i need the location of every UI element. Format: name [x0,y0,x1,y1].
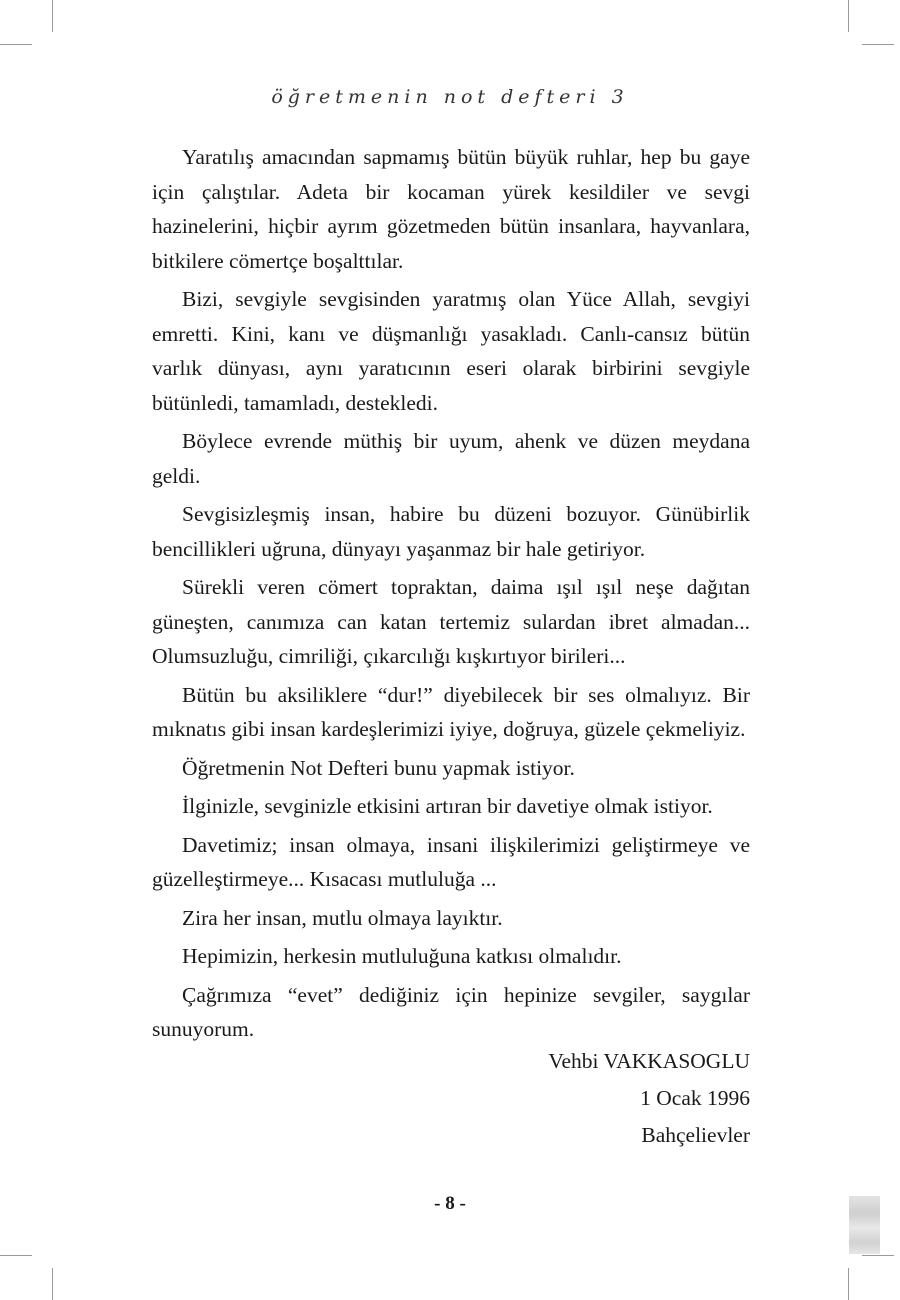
paragraph: Bütün bu aksiliklere “dur!” diyebilecek bir ses olmalıyız. Bir mıknatıs gibi insan kardeşlerimizi iyiye, doğruya, güzele çekmeliyiz. [152,682,750,741]
crop-mark [0,44,32,45]
author-name: Vehbi VAKKASOGLU [548,1049,750,1073]
crop-mark [862,44,894,45]
paragraph: Sevgisizleşmiş insan, habire bu düzeni bozuyor. Günübirlik bencillikleri uğruna, dünyayı yaşanmaz bir hale getiriyor. [152,502,750,561]
crop-mark [0,1255,32,1256]
signature-place: Bahçelievler [641,1123,750,1147]
paragraph: Zira her insan, mutlu olmaya layıktır. [182,905,503,930]
page-number: - 8 - [434,1193,466,1214]
paragraph: Sürekli veren cömert topraktan, daima ışıl ışıl neşe dağıtan güneşten, canımıza can katan tertemiz sulardan ibret almadan... Olumsuzluğu, cimriliği, çıkarcılığı kışkırtıyor birileri... [152,575,750,668]
paragraph: Davetimiz; insan olmaya, insani ilişkilerimizi geliştirmeye ve güzelleştirmeye... Kısacası mutluluğa ... [152,832,750,891]
paragraph: Öğretmenin Not Defteri bunu yapmak istiyor. [182,755,575,780]
crop-mark [52,0,53,32]
crop-mark [848,0,849,32]
paragraph: Yaratılış amacından sapmamış bütün büyük ruhlar, hep bu gaye için çalıştılar. Adeta bir kocaman yürek kesildiler ve sevgi hazinelerini, hiçbir ayrım gözetmeden bütün insanlara, hayvanlara, bitkilere cömertçe boşalttılar. [152,145,750,273]
paragraph: İlginizle, sevginizle etkisini artıran bir davetiye olmak istiyor. [182,794,713,818]
running-head: öğretmenin not defteri 3 [271,86,629,108]
signature-block [350,1043,750,1154]
crop-mark [52,1268,53,1300]
signature-date: 1 Ocak 1996 [640,1086,750,1110]
paragraph: Böylece evrende müthiş bir uyum, ahenk ve düzen meydana geldi. [152,429,750,488]
page-edge-tab [849,1196,880,1254]
paragraph: Çağrımıza “evet” dediğiniz için hepinize sevgiler, saygılar sunuyorum. [152,982,750,1041]
paragraph: Bizi, sevgiyle sevgisinden yaratmış olan Yüce Allah, sevgiyi emretti. Kini, kanı ve düşmanlığı yasakladı. Canlı-cansız bütün varlık dünyası, aynı yaratıcının eseri olarak birbirini sevgiyle bütünledi, tamamladı, destekledi. [152,287,750,415]
body-text [152,140,750,1051]
paragraph: Hepimizin, herkesin mutluluğuna katkısı olmalıdır. [182,944,622,968]
crop-mark [862,1255,894,1256]
crop-mark [848,1268,849,1300]
